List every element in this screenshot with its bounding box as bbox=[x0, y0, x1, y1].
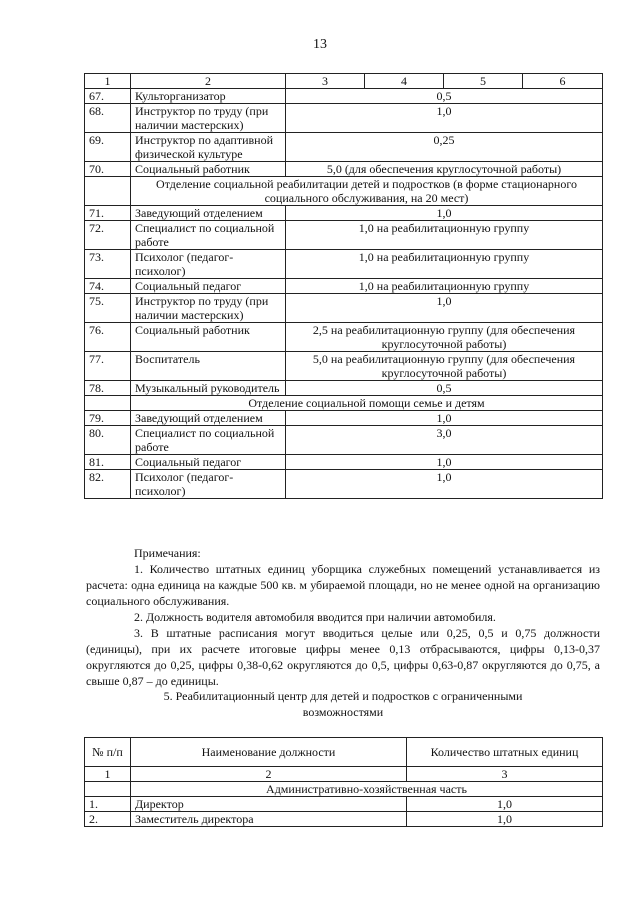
table-row bbox=[85, 323, 603, 352]
position-name: Специалист по социальной работе bbox=[131, 221, 286, 250]
staff-units: 1,0 bbox=[286, 455, 603, 470]
staff-units: 2,5 на реабилитационную группу (для обеспечения круглосуточной работы) bbox=[286, 323, 603, 352]
column-number: 4 bbox=[365, 74, 444, 89]
position-name: Инструктор по труду (при наличии мастерских) bbox=[131, 104, 286, 133]
row-number: 76. bbox=[85, 323, 131, 352]
table-row bbox=[85, 294, 603, 323]
staff-units: 1,0 на реабилитационную группу bbox=[286, 250, 603, 279]
header-row bbox=[85, 738, 603, 767]
position-name: Специалист по социальной работе bbox=[131, 426, 286, 455]
column-header: Наименование должности bbox=[131, 738, 407, 767]
position-name: Музыкальный руководитель bbox=[131, 381, 286, 396]
row-number: 72. bbox=[85, 221, 131, 250]
column-number: 6 bbox=[523, 74, 603, 89]
position-name: Социальный педагог bbox=[131, 455, 286, 470]
table-row bbox=[85, 455, 603, 470]
position-name: Социальный работник bbox=[131, 323, 286, 352]
staff-units: 1,0 на реабилитационную группу bbox=[286, 221, 603, 250]
staff-units: 1,0 bbox=[286, 294, 603, 323]
row-number: 70. bbox=[85, 162, 131, 177]
table-row bbox=[85, 352, 603, 381]
section-title-cell: Отделение социальной помощи семье и детям bbox=[131, 396, 603, 411]
staff-units: 0,5 bbox=[286, 381, 603, 396]
position-name: Директор bbox=[131, 797, 407, 812]
table-row bbox=[85, 279, 603, 294]
empty-cell bbox=[85, 396, 131, 411]
table-row bbox=[85, 133, 603, 162]
staff-units: 1,0 bbox=[407, 797, 603, 812]
row-number: 77. bbox=[85, 352, 131, 381]
table-row bbox=[85, 89, 603, 104]
position-name: Инструктор по адаптивной физической культуре bbox=[131, 133, 286, 162]
table-row bbox=[85, 797, 603, 812]
column-number: 2 bbox=[131, 74, 286, 89]
section-row bbox=[85, 177, 603, 206]
section-row bbox=[85, 396, 603, 411]
table-row bbox=[85, 250, 603, 279]
table-row bbox=[85, 162, 603, 177]
column-number-row bbox=[85, 74, 603, 89]
table-row bbox=[85, 812, 603, 827]
position-name: Психолог (педагог-психолог) bbox=[131, 250, 286, 279]
staff-units: 3,0 bbox=[286, 426, 603, 455]
row-number: 71. bbox=[85, 206, 131, 221]
staff-units: 5,0 (для обеспечения круглосуточной работы) bbox=[286, 162, 603, 177]
row-number: 2. bbox=[85, 812, 131, 827]
staff-units: 1,0 bbox=[407, 812, 603, 827]
section-title-line: возможностями bbox=[302, 705, 384, 719]
column-number: 2 bbox=[131, 767, 407, 782]
table-row bbox=[85, 104, 603, 133]
row-number: 75. bbox=[85, 294, 131, 323]
staff-units: 1,0 bbox=[286, 104, 603, 133]
page-number: 13 bbox=[313, 37, 327, 52]
staff-units: 0,25 bbox=[286, 133, 603, 162]
column-number: 3 bbox=[286, 74, 365, 89]
column-number: 1 bbox=[85, 767, 131, 782]
note-item: 2. Должность водителя автомобиля вводится при наличии автомобиля. bbox=[134, 610, 496, 624]
column-header: Количество штатных единиц bbox=[407, 738, 603, 767]
notes-heading: Примечания: bbox=[134, 546, 201, 560]
row-number: 74. bbox=[85, 279, 131, 294]
table-row bbox=[85, 206, 603, 221]
section-title bbox=[84, 688, 602, 720]
row-number: 1. bbox=[85, 797, 131, 812]
note-item: 1. Количество штатных единиц уборщика служебных помещений устанавливается из расчета: одна единица на каждые 500 кв. м убираемой площади, но не менее одной на организацию социального обслуживания. bbox=[86, 562, 600, 608]
row-number: 67. bbox=[85, 89, 131, 104]
column-header: № п/п bbox=[85, 738, 131, 767]
position-name: Психолог (педагог-психолог) bbox=[131, 470, 286, 499]
table-row bbox=[85, 426, 603, 455]
table-row bbox=[85, 221, 603, 250]
staff-units: 1,0 bbox=[286, 470, 603, 499]
staff-units: 1,0 на реабилитационную группу bbox=[286, 279, 603, 294]
column-number: 1 bbox=[85, 74, 131, 89]
row-number: 79. bbox=[85, 411, 131, 426]
section-title-cell: Отделение социальной реабилитации детей и подростков (в форме стационарного социального обслуживания, на 20 мест) bbox=[131, 177, 603, 206]
section-title-cell: Административно-хозяйственная часть bbox=[131, 782, 603, 797]
row-number: 68. bbox=[85, 104, 131, 133]
row-number: 80. bbox=[85, 426, 131, 455]
column-number: 5 bbox=[444, 74, 523, 89]
section-title-line: 5. Реабилитационный центр для детей и подростков с ограниченными bbox=[163, 689, 523, 703]
position-name: Заведующий отделением bbox=[131, 411, 286, 426]
position-name: Социальный педагог bbox=[131, 279, 286, 294]
notes-block bbox=[86, 545, 600, 689]
staff-units: 1,0 bbox=[286, 206, 603, 221]
section-row bbox=[85, 782, 603, 797]
position-name: Заведующий отделением bbox=[131, 206, 286, 221]
row-number: 73. bbox=[85, 250, 131, 279]
column-number-row bbox=[85, 767, 603, 782]
empty-cell bbox=[85, 177, 131, 206]
staff-units: 1,0 bbox=[286, 411, 603, 426]
staffing-table-section5 bbox=[84, 737, 603, 827]
row-number: 82. bbox=[85, 470, 131, 499]
row-number: 81. bbox=[85, 455, 131, 470]
position-name: Заместитель директора bbox=[131, 812, 407, 827]
empty-cell bbox=[85, 782, 131, 797]
table-row bbox=[85, 411, 603, 426]
table-row bbox=[85, 381, 603, 396]
table-row bbox=[85, 470, 603, 499]
staffing-table-continued bbox=[84, 73, 603, 499]
position-name: Воспитатель bbox=[131, 352, 286, 381]
row-number: 78. bbox=[85, 381, 131, 396]
row-number: 69. bbox=[85, 133, 131, 162]
note-item: 3. В штатные расписания могут вводиться целые или 0,25, 0,5 и 0,75 должности (единицы), при их расчете итоговые цифры менее 0,13 отбрасываются, цифры 0,13-0,37 округляются до 0,25, цифры 0,38-0,62 округляются до 0,5, цифры 0,63-0,87 округляются до 0,75, а свыше 0,87 – до единицы. bbox=[86, 626, 600, 688]
position-name: Культорганизатор bbox=[131, 89, 286, 104]
position-name: Инструктор по труду (при наличии мастерских) bbox=[131, 294, 286, 323]
staff-units: 0,5 bbox=[286, 89, 603, 104]
position-name: Социальный работник bbox=[131, 162, 286, 177]
column-number: 3 bbox=[407, 767, 603, 782]
staff-units: 5,0 на реабилитационную группу (для обеспечения круглосуточной работы) bbox=[286, 352, 603, 381]
